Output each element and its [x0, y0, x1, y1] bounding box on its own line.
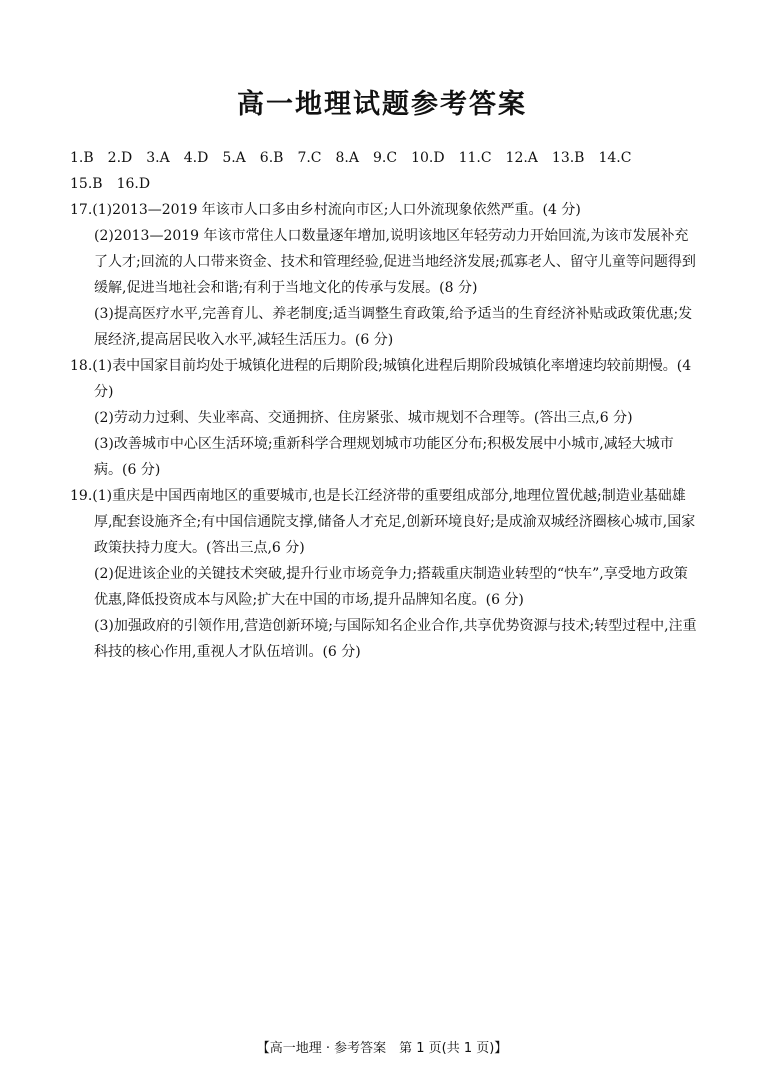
mc-answer: 11.C [458, 150, 492, 166]
mc-answer: 13.B [551, 150, 585, 166]
mc-answer: 8.A [335, 150, 359, 166]
mc-answer: 9.C [372, 150, 398, 166]
mc-answer: 1.B [70, 150, 94, 166]
answer-part: (3)改善城市中心区生活环境;重新科学合理规划城市功能区分布;积极发展中小城市,减轻大城市病。(6 分) [94, 436, 674, 478]
question-first-part [70, 483, 700, 561]
mc-answer: 14.C [598, 150, 632, 166]
page-footer: 【高一地理 · 参考答案 第 1 页(共 1 页)】 [256, 1041, 508, 1056]
question-first-part [70, 353, 700, 405]
mc-answer: 2.D [107, 150, 133, 166]
mc-answer: 15.B [70, 176, 103, 192]
answer-part: (3)加强政府的引领作用,营造创新环境;与国际知名企业合作,共享优势资源与技术;转型过程中,注重科技的核心作用,重视人才队伍培训。(6 分) [94, 618, 697, 660]
question-number: 19. [70, 488, 93, 504]
answer-part: (1)重庆是中国西南地区的重要城市,也是长江经济带的重要组成部分,地理位置优越;制造业基础雄厚,配套设施齐全;有中国信通院支撑,储备人才充足,创新环境良好;是成渝双城经济圈核心城市,国家政策扶持力度大。(答出三点,6 分) [92, 488, 696, 556]
mc-answer: 5.A [222, 150, 246, 166]
mc-answer: 16.D [116, 176, 151, 192]
mc-answer: 7.C [297, 150, 322, 166]
mc-answer: 4.D [183, 150, 209, 166]
page-title: 高一地理试题参考答案 [237, 89, 527, 120]
mc-answer: 10.D [411, 150, 445, 166]
question-number: 17. [70, 202, 93, 218]
question-18 [70, 353, 700, 483]
answer-part: (2)2013—2019 年该市常住人口数量逐年增加,说明该地区年轻劳动力开始回流,为该市发展补充了人才;回流的人口带来资金、技术和管理经验,促进当地经济发展;孤寡老人、留守儿童等问题得到缓解,促进当地社会和谐;有利于当地文化的传承与发展。(8 分) [94, 228, 696, 296]
question-17 [70, 197, 700, 353]
mc-answer: 3.A [146, 150, 170, 166]
answer-part: (2)促进该企业的关键技术突破,提升行业市场竞争力;搭载重庆制造业转型的“快车”,享受地方政策优惠,降低投资成本与风险;扩大在中国的市场,提升品牌知名度。(6 分) [94, 566, 688, 608]
answer-part: (2)劳动力过剩、失业率高、交通拥挤、住房紧张、城市规划不合理等。(答出三点,6 分) [94, 410, 633, 426]
mc-row-2 [70, 171, 700, 197]
mc-row-1 [70, 145, 700, 171]
answer-content [70, 145, 700, 665]
question-19 [70, 483, 700, 665]
mc-answer: 6.B [259, 150, 284, 166]
answer-part: (1)表中国家目前均处于城镇化进程的后期阶段;城镇化进程后期阶段城镇化率增速均较前期慢。(4 分) [92, 358, 692, 400]
answer-part: (3)提高医疗水平,完善育儿、养老制度;适当调整生育政策,给予适当的生育经济补贴或政策优惠;发展经济,提高居民收入水平,减轻生活压力。(6 分) [94, 306, 693, 348]
answer-part: (1)2013—2019 年该市人口多由乡村流向市区;人口外流现象依然严重。(4 分) [92, 202, 581, 218]
question-number: 18. [70, 358, 93, 374]
mc-answer: 12.A [505, 150, 538, 166]
question-first-part [70, 197, 700, 223]
